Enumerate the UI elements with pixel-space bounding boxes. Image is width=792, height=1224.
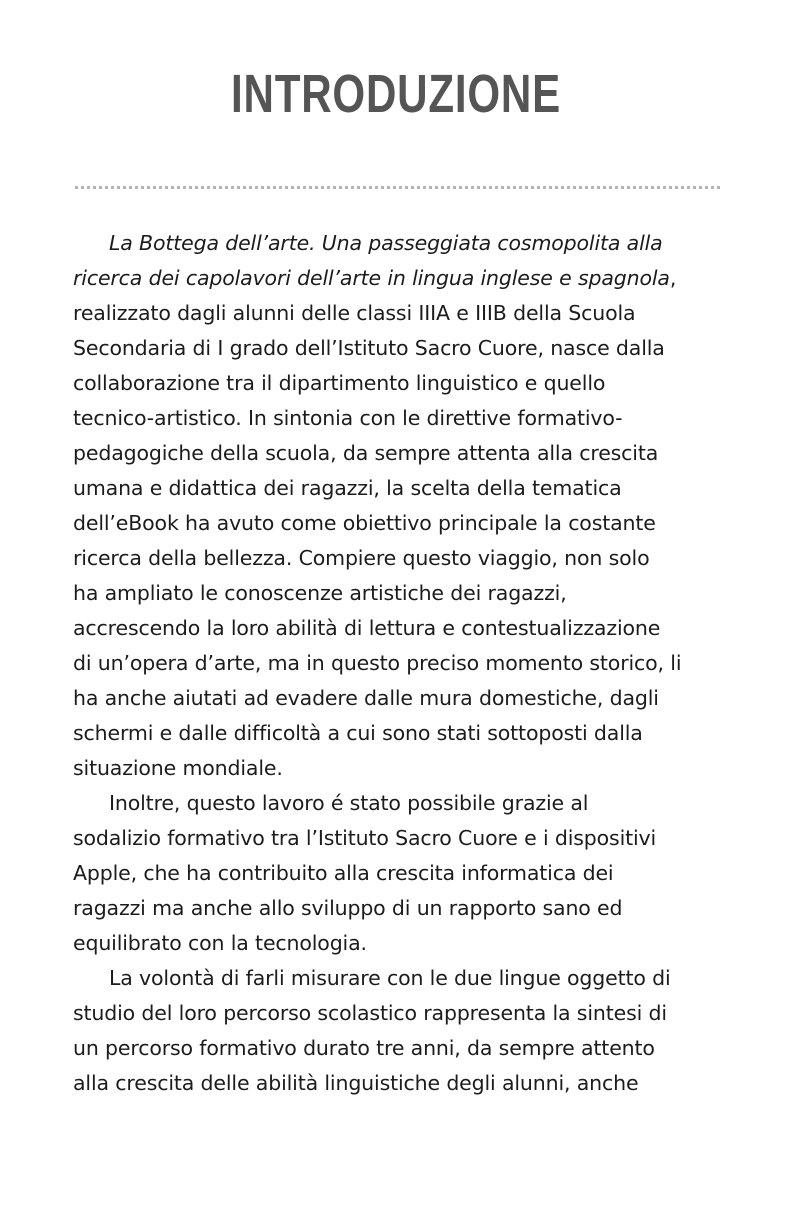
text-line xyxy=(73,961,723,996)
text-span: Inoltre, questo lavoro é stato possibile grazie al xyxy=(109,791,589,815)
text-line xyxy=(73,716,723,751)
text-span: La volontà di farli misurare con le due lingue oggetto di xyxy=(109,966,671,990)
text-line xyxy=(73,401,723,436)
text-line xyxy=(73,646,723,681)
text-span: Secondaria di I grado dell’Istituto Sacro Cuore, nasce dalla xyxy=(73,336,665,360)
text-span: alla crescita delle abilità linguistiche degli alunni, anche xyxy=(73,1071,639,1095)
text-span: studio del loro percorso scolastico rappresenta la sintesi di xyxy=(73,1001,667,1025)
italic-title-text: La Bottega dell’arte. Una passeggiata cosmopolita alla xyxy=(109,231,663,255)
text-span: schermi e dalle difficoltà a cui sono stati sottoposti dalla xyxy=(73,721,643,745)
text-line xyxy=(73,611,723,646)
text-line xyxy=(73,576,723,611)
text-line xyxy=(73,1066,723,1101)
page-title: INTRODUZIONE xyxy=(231,64,561,124)
text-span: tecnico-artistico. In sintonia con le direttive formativo- xyxy=(73,406,623,430)
text-span: realizzato dagli alunni delle classi IIIA e IIIB della Scuola xyxy=(73,301,636,325)
text-span: di un’opera d’arte, ma in questo preciso momento storico, li xyxy=(73,651,682,675)
text-line xyxy=(73,331,723,366)
text-line xyxy=(73,926,723,961)
text-line xyxy=(73,681,723,716)
text-line xyxy=(73,261,723,296)
text-span: dell’eBook ha avuto come obiettivo principale la costante xyxy=(73,511,656,535)
text-line xyxy=(73,821,723,856)
text-line xyxy=(73,996,723,1031)
text-span: umana e didattica dei ragazzi, la scelta della tematica xyxy=(73,476,622,500)
text-span: sodalizio formativo tra l’Istituto Sacro Cuore e i dispositivi xyxy=(73,826,657,850)
text-span: pedagogiche della scuola, da sempre attenta alla crescita xyxy=(73,441,659,465)
text-span: ricerca della bellezza. Compiere questo viaggio, non solo xyxy=(73,546,650,570)
text-span: ragazzi ma anche allo sviluppo di un rapporto sano ed xyxy=(73,896,623,920)
text-line xyxy=(73,541,723,576)
text-span: Apple, che ha contribuito alla crescita informatica dei xyxy=(73,861,614,885)
text-line xyxy=(73,751,723,786)
text-span: accrescendo la loro abilità di lettura e contestualizzazione xyxy=(73,616,661,640)
text-line xyxy=(73,366,723,401)
text-span: , xyxy=(669,266,677,290)
paragraph xyxy=(73,961,723,1101)
text-line xyxy=(73,856,723,891)
text-line xyxy=(73,506,723,541)
text-span: collaborazione tra il dipartimento linguistico e quello xyxy=(73,371,606,395)
paragraph xyxy=(73,226,723,786)
text-line xyxy=(73,1031,723,1066)
italic-title-text: ricerca dei capolavori dell’arte in lingua inglese e spagnola xyxy=(73,266,670,290)
body-text xyxy=(73,226,723,1101)
text-span: situazione mondiale. xyxy=(73,756,283,780)
text-span: un percorso formativo durato tre anni, da sempre attento xyxy=(73,1036,655,1060)
text-line xyxy=(73,436,723,471)
paragraph xyxy=(73,786,723,961)
text-line xyxy=(73,471,723,506)
text-line xyxy=(73,296,723,331)
text-span: equilibrato con la tecnologia. xyxy=(73,931,367,955)
text-span: ha anche aiutati ad evadere dalle mura domestiche, dagli xyxy=(73,686,659,710)
dotted-divider xyxy=(75,186,720,189)
text-line xyxy=(73,786,723,821)
text-line xyxy=(73,891,723,926)
text-span: ha ampliato le conoscenze artistiche dei ragazzi, xyxy=(73,581,567,605)
text-line xyxy=(73,226,723,261)
